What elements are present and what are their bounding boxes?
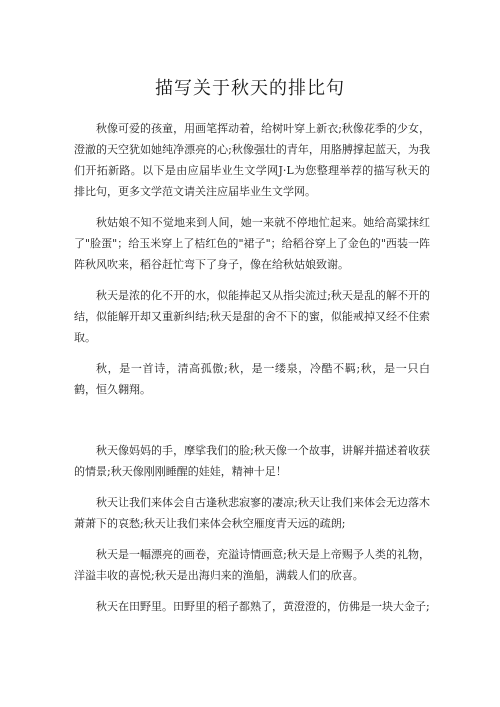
paragraph: 秋天让我们来体会自古逢秋悲寂寥的凄凉;秋天让我们来体会无边落木萧萧下的哀愁;秋天让我们来体会秋空雁度青天远的疏朗; [74, 496, 430, 530]
document-title: 描写关于秋天的排比句 [155, 78, 345, 99]
paragraph: 秋，是一首诗，清高孤傲;秋，是一缕泉，冷酷不羁;秋，是一只白鹤，恒久翱翔。 [74, 362, 430, 396]
paragraph: 秋天像妈妈的手，摩挲我们的脸;秋天像一个故事，讲解并描述着收获的情景;秋天像刚刚睡醒的娃娃，精神十足！ [74, 444, 430, 478]
paragraph: 秋像可爱的孩童，用画笔挥动着，给树叶穿上新衣;秋像花季的少女，澄澈的天空犹如她纯净漂亮的心;秋像强壮的青年，用胳膊撑起蓝天，为我们开拓新路。以下是由应届毕业生文学网J·L为您整理举荐的描写秋天的排比句，更多文学范文请关注应届毕业生文学网。 [74, 122, 430, 198]
paragraph: 秋天在田野里。田野里的稻子都熟了，黄澄澄的，仿佛是一块大金子; [96, 600, 430, 613]
document-body [74, 118, 430, 627]
paragraph: 秋姑娘不知不觉地来到人间，她一来就不停地忙起来。她给高粱抹红了"脸蛋"；给玉米穿上了桔红色的"裙子"；给稻谷穿上了金色的"西装一阵阵秋风吹来，稻谷赶忙弯下了身子，像在给秋姑娘致谢。 [74, 216, 430, 271]
paragraph: 秋天是浓的化不开的水，似能捧起又从指尖流过;秋天是乱的解不开的结，似能解开却又重新纠结;秋天是甜的舍不下的蜜，似能戒掉又经不住索取。 [74, 289, 430, 344]
paragraph-gap [74, 410, 430, 440]
paragraph: 秋天是一幅漂亮的画卷，充溢诗情画意;秋天是上帝赐予人类的礼物，洋溢丰收的喜悦;秋天是出海归来的渔船，满载人们的欣喜。 [74, 548, 430, 582]
